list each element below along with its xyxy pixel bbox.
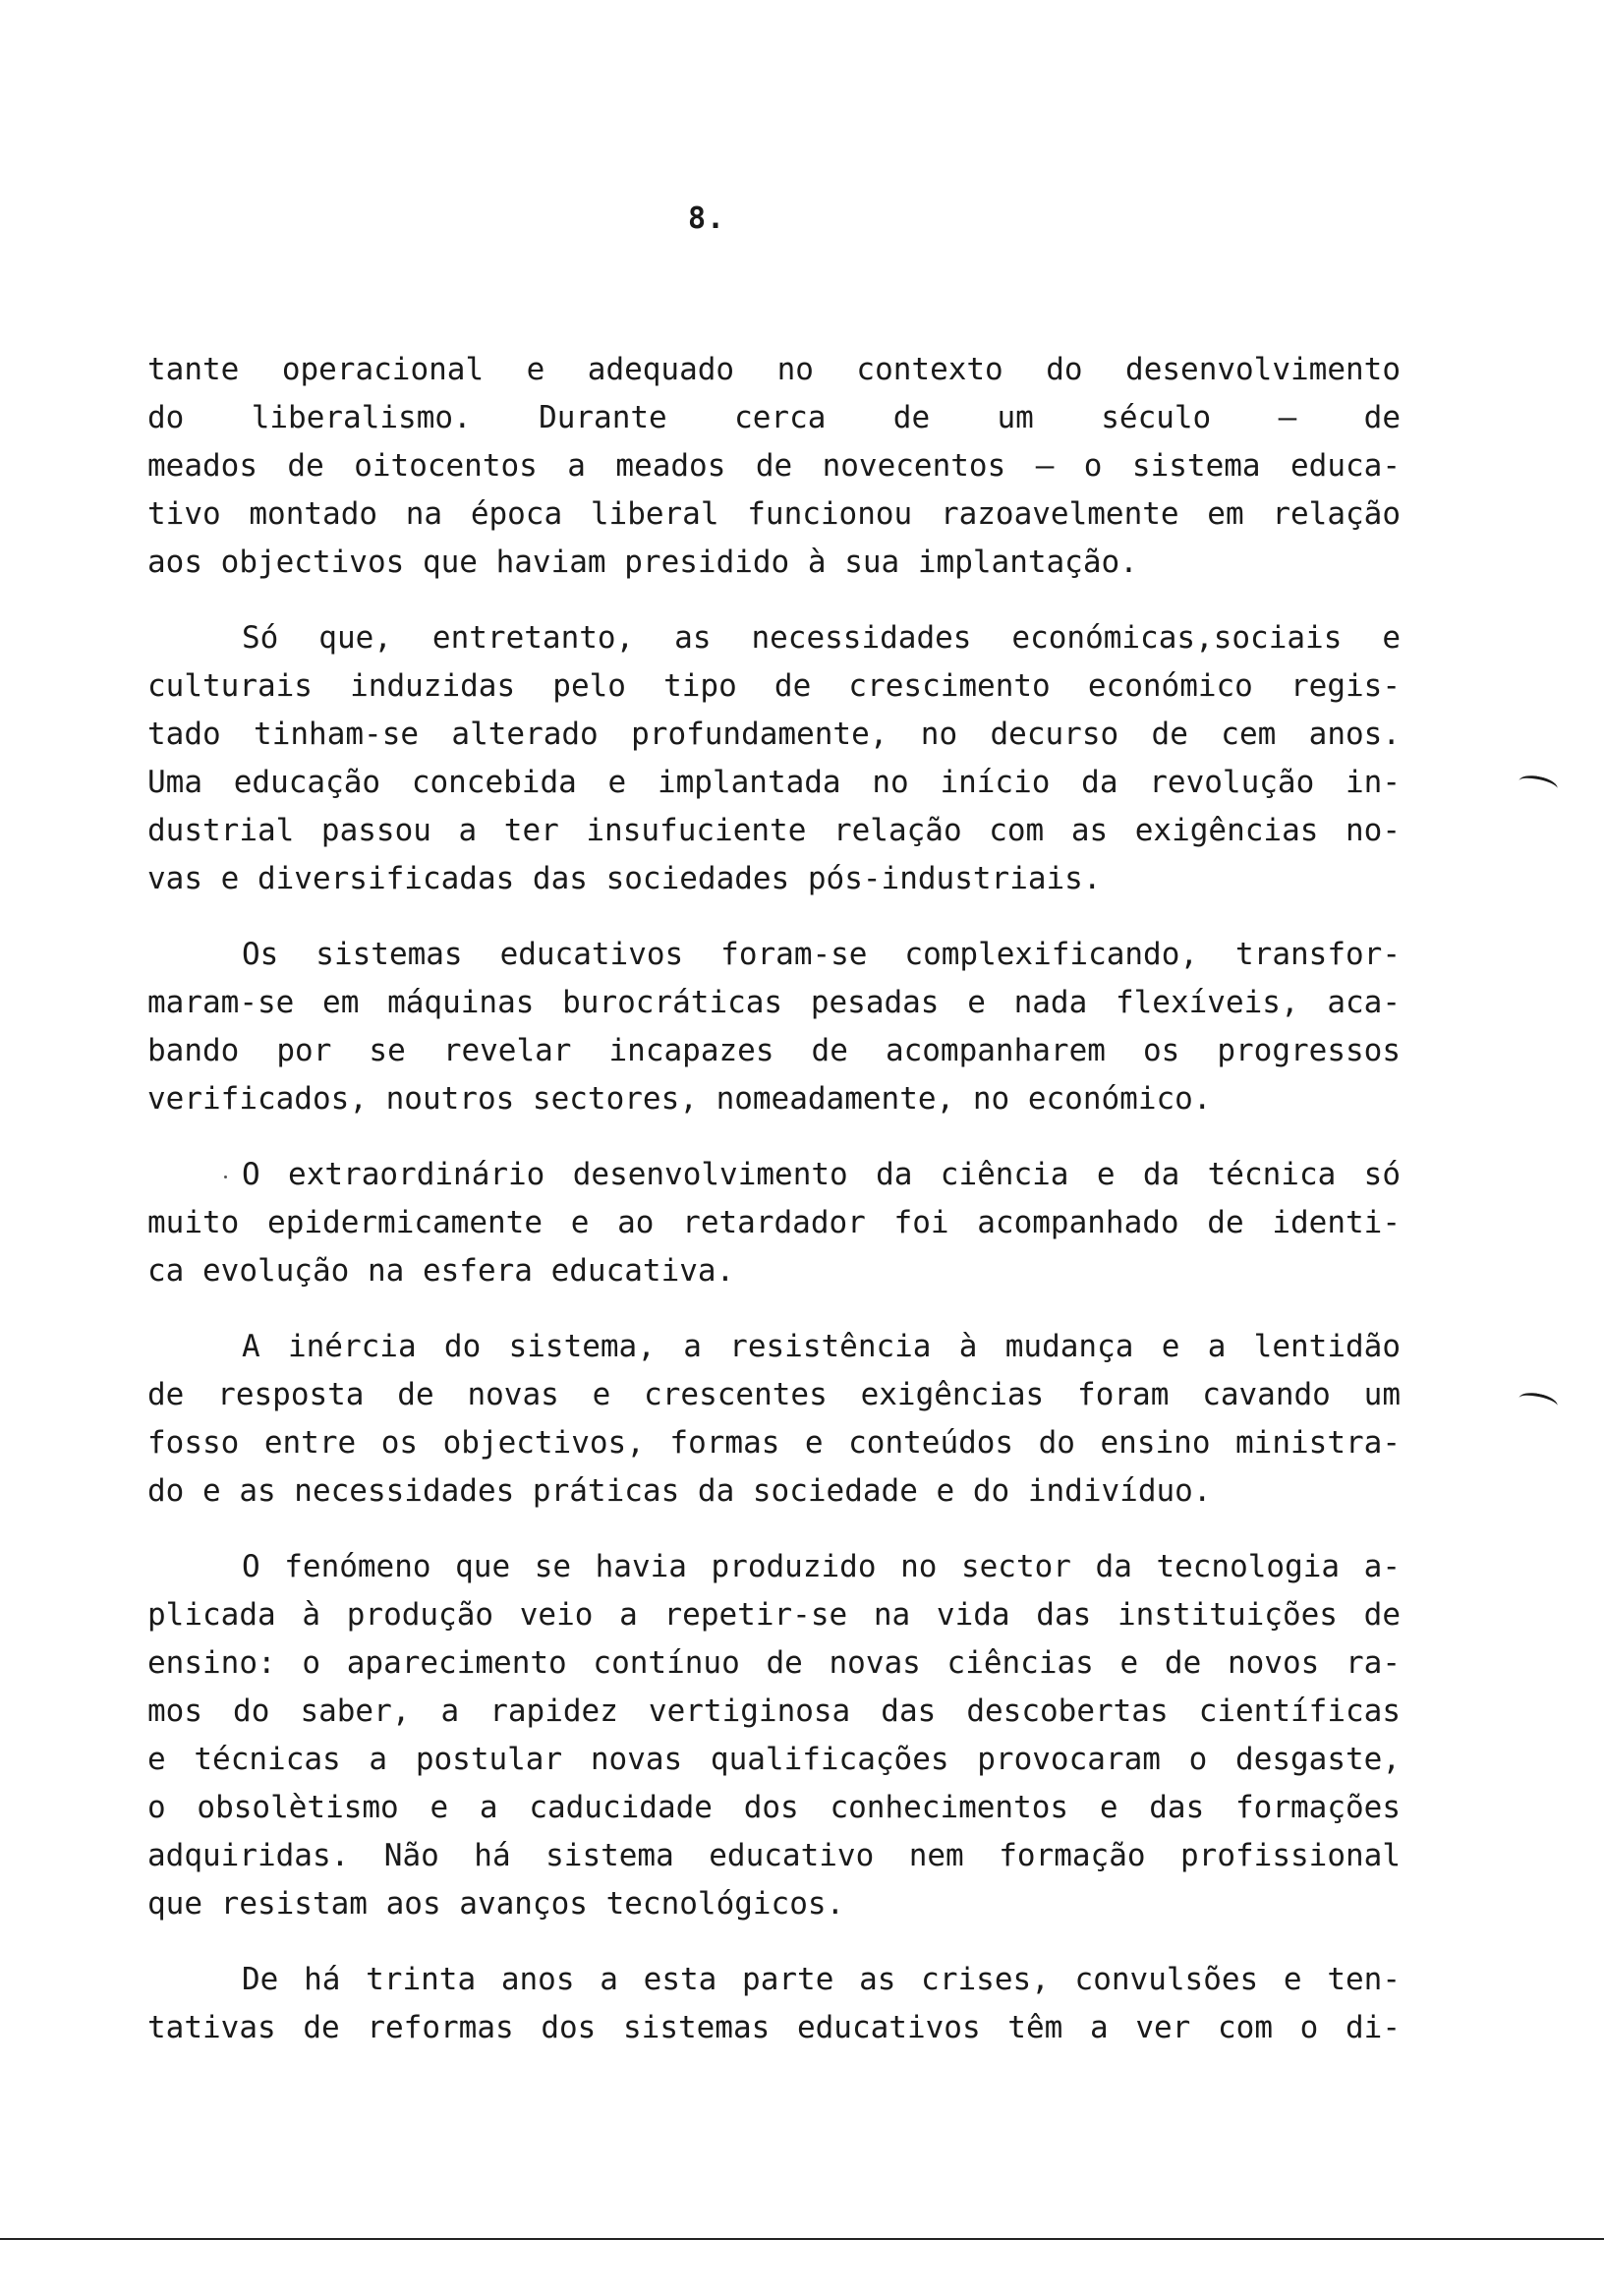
text-line: maram-se em máquinas burocráticas pesadas e nada flexíveis, aca-: [147, 985, 1401, 1020]
text-line: e técnicas a postular novas qualificações provocaram o desgaste,: [147, 1742, 1401, 1777]
text-line: Uma educação concebida e implantada no início da revolução in-: [147, 765, 1401, 800]
document-body: [147, 346, 1401, 2080]
paragraph-6: [147, 1543, 1401, 1928]
margin-mark: [1518, 1390, 1560, 1414]
text-line: ensino: o aparecimento contínuo de novas ciências e de novos ra-: [147, 1645, 1401, 1681]
text-line: mos do saber, a rapidez vertiginosa das descobertas científicas: [147, 1693, 1401, 1729]
paragraph-3: [147, 931, 1401, 1123]
text-line: tado tinham-se alterado profundamente, no decurso de cem anos.: [147, 717, 1401, 752]
text-line: vas e diversificadas das sociedades pós-industriais.: [147, 861, 1102, 896]
text-line: adquiridas. Não há sistema educativo nem formação profissional: [147, 1838, 1401, 1873]
text-line: meados de oitocentos a meados de novecentos — o sistema educa-: [147, 448, 1401, 484]
text-line: fosso entre os objectivos, formas e conteúdos do ensino ministra-: [147, 1425, 1401, 1461]
text-line: tante operacional e adequado no contexto do desenvolvimento: [147, 352, 1401, 387]
text-line: aos objectivos que haviam presidido à sua implantação.: [147, 545, 1138, 580]
paragraph-5: [147, 1323, 1401, 1516]
text-line: muito epidermicamente e ao retardador foi acompanhado de identi-: [147, 1205, 1401, 1240]
text-line: Os sistemas educativos foram-se complexificando, transfor-: [242, 937, 1401, 972]
text-line: tivo montado na época liberal funcionou razoavelmente em relação: [147, 496, 1401, 532]
text-line: que resistam aos avanços tecnológicos.: [147, 1886, 845, 1922]
text-line: do e as necessidades práticas da sociedade e do indivíduo.: [147, 1473, 1212, 1509]
text-line: bando por se revelar incapazes de acompanharem os progressos: [147, 1033, 1401, 1068]
text-line: o obsolètismo e a caducidade dos conhecimentos e das formações: [147, 1790, 1401, 1825]
bottom-rule: [0, 2238, 1604, 2240]
paragraph-1: [147, 346, 1401, 587]
text-line: dustrial passou a ter insufuciente relação com as exigências no-: [147, 813, 1401, 848]
text-line: de resposta de novas e crescentes exigências foram cavando um: [147, 1377, 1401, 1412]
scan-speck: [224, 1176, 227, 1178]
paragraph-7: [147, 1956, 1401, 2052]
paragraph-4: [147, 1151, 1401, 1295]
text-line: Só que, entretanto, as necessidades económicas,sociais e: [242, 620, 1401, 656]
margin-mark: [1518, 773, 1560, 797]
paragraph-2: [147, 614, 1401, 903]
text-line: ca evolução na esfera educativa.: [147, 1253, 735, 1289]
text-line: A inércia do sistema, a resistência à mudança e a lentidão: [242, 1329, 1401, 1364]
page-number: 8.: [688, 201, 726, 236]
text-line: culturais induzidas pelo tipo de crescimento económico regis-: [147, 668, 1401, 704]
text-line: De há trinta anos a esta parte as crises, convulsões e ten-: [242, 1962, 1401, 1997]
text-line: tativas de reformas dos sistemas educativos têm a ver com o di-: [147, 2010, 1401, 2045]
text-line: O extraordinário desenvolvimento da ciência e da técnica só: [242, 1157, 1401, 1192]
text-line: verificados, noutros sectores, nomeadamente, no económico.: [147, 1081, 1212, 1117]
text-line: plicada à produção veio a repetir-se na vida das instituições de: [147, 1597, 1401, 1633]
text-line: O fenómeno que se havia produzido no sector da tecnologia a-: [242, 1549, 1401, 1584]
text-line: do liberalismo. Durante cerca de um século — de: [147, 400, 1401, 435]
